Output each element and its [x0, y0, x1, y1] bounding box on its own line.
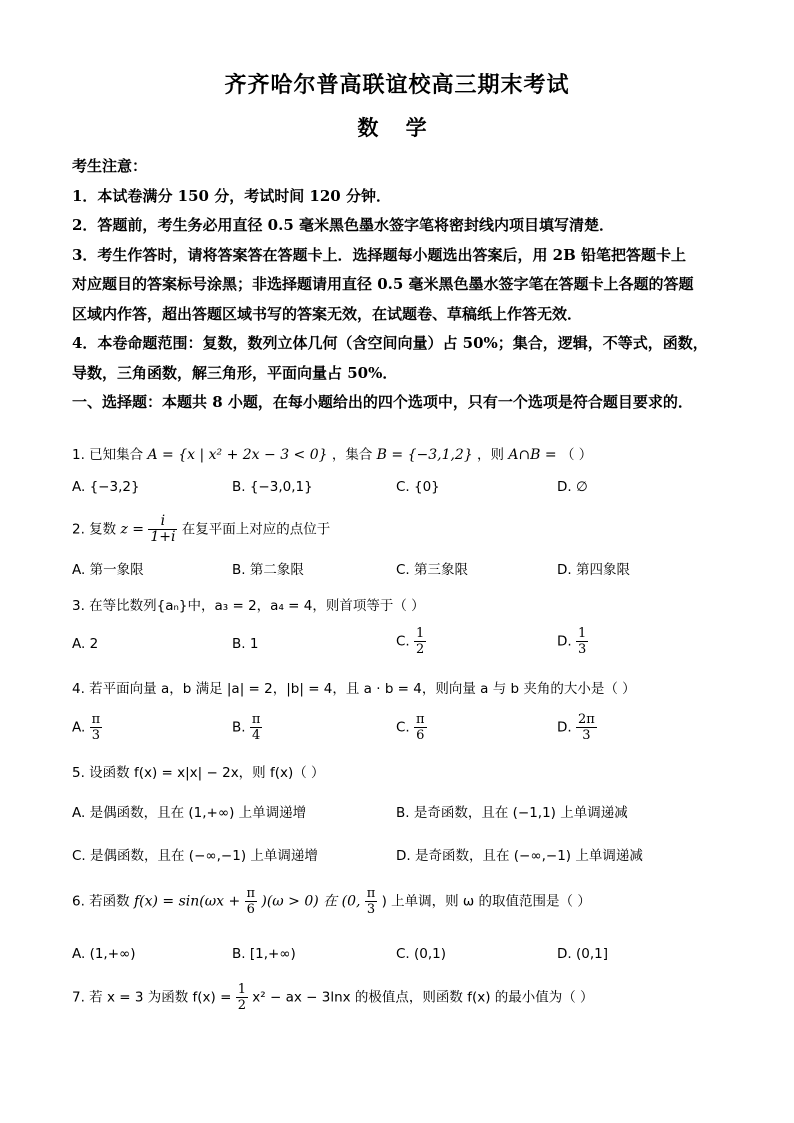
q6-option-a: A. (1,+∞)	[72, 946, 136, 962]
q5-option-b: B. 是奇函数，且在 (−1,1) 上单调递减	[396, 805, 628, 821]
q2-suffix: 在复平面上对应的点位于	[181, 521, 331, 538]
fraction-numerator: 1	[416, 626, 425, 641]
q2-option-d: D. 第四象限	[557, 562, 630, 578]
fraction-numerator: 1	[237, 982, 246, 997]
fraction-denominator: 2	[237, 998, 246, 1013]
instruction-line: 2．答题前，考生务必用直径 0.5 毫米黑色墨水签字笔将密封线内项目填写清楚．	[72, 216, 614, 234]
fraction-numerator: π	[246, 886, 256, 901]
fraction-numerator: π	[416, 712, 425, 727]
question-1	[72, 443, 592, 463]
q3-option-a: A. 2	[72, 636, 99, 652]
q2-option-a: A. 第一象限	[72, 562, 144, 578]
fraction-numerator: 1	[577, 626, 587, 641]
q1-suffix: ，则	[477, 447, 505, 463]
q3-option-d-label: D.	[557, 633, 572, 650]
q6-phase-fraction	[245, 886, 258, 917]
q1-set-b: B = {−3,1,2}	[376, 447, 473, 463]
q1-option-d: D. ∅	[557, 479, 588, 495]
q2-numerator: i	[148, 514, 177, 530]
fraction-denominator: 4	[251, 728, 261, 743]
q5-option-a: A. 是偶函数，且在 (1,+∞) 上单调递增	[72, 805, 307, 821]
q3-option-c-fraction	[414, 626, 426, 657]
q4-option-a-fraction	[90, 712, 103, 743]
exam-title: 齐齐哈尔普高联谊校高三期末考试	[224, 72, 570, 98]
q5-option-d: D. 是奇函数，且在 (−∞,−1) 上单调递减	[396, 848, 643, 864]
fraction-denominator: 3	[91, 728, 100, 743]
question-7	[72, 982, 594, 1013]
exam-instructions	[72, 152, 762, 418]
question-6	[72, 886, 591, 917]
fraction-denominator: 3	[366, 902, 376, 917]
instruction-line: 4．本卷命题范围：复数，数列立体几何（含空间向量）占 50%；集合，逻辑，不等式，函数，	[72, 334, 708, 352]
q3-option-b: B. 1	[232, 636, 259, 652]
q3-option-c	[396, 626, 426, 657]
q4-option-b-fraction	[250, 712, 263, 743]
fraction-numerator: 2π	[577, 712, 595, 727]
fraction-denominator: 6	[246, 902, 255, 917]
q2-option-c: C. 第三象限	[396, 562, 469, 578]
q4-option-a	[72, 712, 102, 743]
q4-option-c	[396, 712, 427, 743]
q5-option-c: C. 是偶函数，且在 (−∞,−1) 上单调递增	[72, 848, 318, 864]
fraction-denominator: 2	[416, 642, 425, 657]
fraction-denominator: 3	[582, 728, 591, 743]
q2-option-b: B. 第二象限	[232, 562, 304, 578]
q6-option-c: C. (0,1)	[396, 946, 447, 962]
fraction-denominator: 3	[577, 642, 587, 657]
q3-option-c-label: C.	[396, 633, 410, 650]
q6-suffix: ) 上单调，则 ω 的取值范围是（ ）	[381, 893, 591, 910]
question-5: 5. 设函数 f(x) = x|x| − 2x，则 f(x)（ ）	[72, 765, 325, 781]
section-heading: 一、选择题：本题共 8 小题，在每小题给出的四个选项中，只有一个选项是符合题目要求的．	[72, 393, 693, 411]
q2-fraction	[148, 514, 177, 545]
exam-subject: 数 学	[357, 115, 437, 140]
q1-prefix: 1. 已知集合	[72, 447, 144, 463]
q4-option-d	[557, 712, 597, 743]
q1-blank: （ ）	[560, 447, 593, 463]
q6-option-d: D. (0,1]	[557, 946, 608, 962]
q3-option-d	[557, 626, 588, 657]
question-3: 3. 在等比数列{aₙ}中，a₃ = 2，a₄ = 4，则首项等于（ ）	[72, 598, 425, 614]
fraction-numerator: π	[366, 886, 376, 901]
q4-option-d-label: D.	[557, 719, 572, 736]
q2-prefix: 2. 复数	[72, 521, 117, 538]
q3-option-d-fraction	[576, 626, 588, 657]
question-2	[72, 514, 330, 545]
q6-prefix: 6. 若函数	[72, 893, 130, 910]
question-4: 4. 若平面向量 a，b 满足 |a| = 2，|b| = 4，且 a · b = 4，则向量 a 与 b 夹角的大小是（ ）	[72, 681, 636, 697]
q7-fraction	[236, 982, 248, 1013]
fraction-numerator: π	[251, 712, 261, 727]
q1-option-a: A. {−3,2}	[72, 479, 140, 495]
q4-option-b-label: B.	[232, 719, 246, 736]
q1-set-a: A = {x | x² + 2x − 3 < 0}	[147, 447, 328, 463]
q4-option-a-label: A.	[72, 719, 86, 736]
q2-denominator: 1+i	[150, 529, 176, 545]
instruction-line: 导数，三角函数，解三角形，平面向量占 50%．	[72, 363, 398, 382]
q1-option-b: B. {−3,0,1}	[232, 479, 313, 495]
q6-function: f(x) = sin(ωx +	[133, 893, 241, 910]
instruction-line: 1．本试卷满分 150 分，考试时间 120 分钟．	[72, 186, 391, 205]
q6-option-b: B. [1,+∞)	[232, 946, 296, 962]
fraction-numerator: π	[91, 712, 101, 727]
instruction-line: 对应题目的答案标号涂黑；非选择题请用直径 0.5 毫米黑色墨水签字笔在答题卡上各题的答题	[72, 275, 694, 293]
q1-option-c: C. {0}	[396, 479, 440, 495]
instruction-line: 3．考生作答时，请将答案答在答题卡上．选择题每小题选出答案后，用 2B 铅笔把答题卡上	[72, 245, 687, 264]
q4-option-c-label: C.	[396, 719, 410, 736]
q1-mid: ，集合	[331, 447, 373, 463]
q1-expr: A∩B =	[508, 447, 557, 463]
q7-prefix: 7. 若 x = 3 为函数 f(x) =	[72, 989, 232, 1006]
instruction-line: 区域内作答，超出答题区域书写的答案无效，在试题卷、草稿纸上作答无效．	[72, 304, 583, 323]
q6-interval-fraction	[365, 886, 378, 917]
q7-suffix: x² − ax − 3lnx 的极值点，则函数 f(x) 的最小值为（ ）	[252, 989, 594, 1006]
q6-mid: )(ω > 0) 在 (0,	[261, 893, 361, 910]
fraction-denominator: 6	[416, 728, 425, 743]
q2-lhs: z =	[120, 521, 145, 538]
q4-option-b	[232, 712, 262, 743]
q4-option-c-fraction	[414, 712, 427, 743]
q4-option-d-fraction	[576, 712, 597, 743]
instructions-heading: 考生注意：	[72, 157, 148, 175]
